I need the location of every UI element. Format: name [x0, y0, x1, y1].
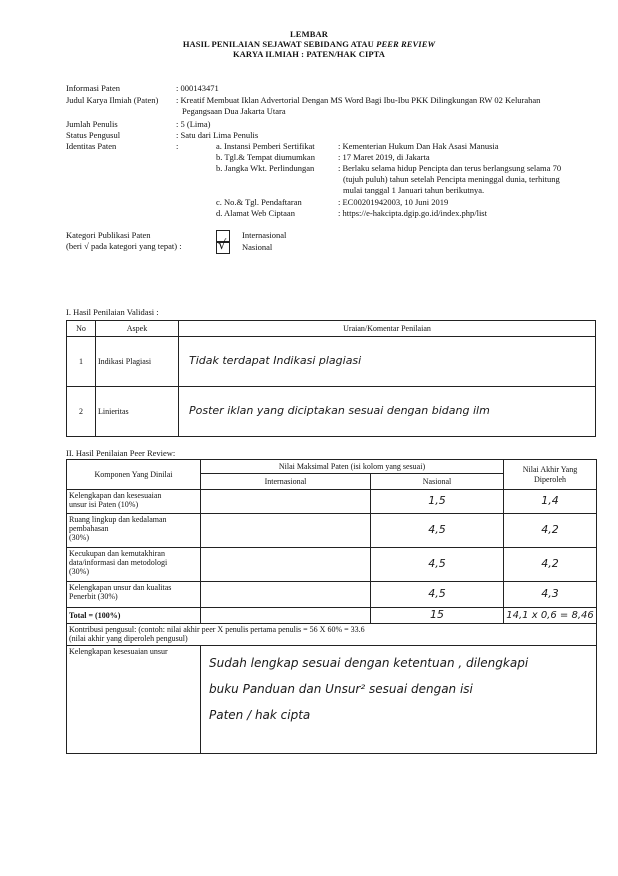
- identitas-colon: :: [176, 141, 179, 151]
- komentar-label: Kelengkapan kesesuaian unsur: [67, 645, 201, 753]
- identitas-value-c: : EC00201942003, 10 Juni 2019: [338, 197, 449, 207]
- table-header-row: [67, 460, 597, 474]
- komponen-line: (30%): [69, 533, 89, 543]
- header-no: No: [67, 321, 96, 337]
- komentar-cell: [201, 645, 597, 753]
- komponen-cell: [67, 514, 201, 548]
- check-mark-icon: √: [218, 238, 227, 253]
- label-identitas-paten: Identitas Paten: [66, 141, 117, 151]
- jangka-cont-1: (tujuh puluh) tahun setelah Pencipta meninggal dunia, terhitung: [343, 174, 560, 184]
- nasional-cell: 4,5: [371, 582, 504, 608]
- komponen-line: Kelengkapan dan kesesuaian: [69, 491, 162, 500]
- row-no: 2: [67, 387, 96, 437]
- internasional-cell: [201, 582, 371, 608]
- kategori-label-1: Kategori Publikasi Paten: [66, 230, 151, 240]
- table-row: [67, 387, 596, 437]
- table-row: [67, 548, 597, 582]
- komponen-cell: [67, 548, 201, 582]
- header-internasional: Internasional: [201, 474, 371, 490]
- internasional-cell: [201, 490, 371, 514]
- total-nasional: 15: [371, 608, 504, 624]
- row-aspek: Indikasi Plagiasi: [96, 337, 179, 387]
- komponen-line: pembahasan: [69, 524, 109, 534]
- kategori-label-2: (beri √ pada kategori yang tepat) :: [66, 241, 182, 251]
- identitas-label-c: c. No.& Tgl. Pendaftaran: [216, 197, 302, 207]
- header-komponen: Komponen Yang Dinilai: [67, 460, 201, 490]
- option-internasional-label: Internasional: [242, 230, 287, 240]
- internasional-cell: [201, 514, 371, 548]
- nasional-cell: 1,5: [371, 490, 504, 514]
- section-1-title: I. Hasil Penilaian Validasi :: [66, 307, 159, 317]
- komponen-line: Kecukupan dan kemutakhiran: [69, 549, 165, 558]
- validasi-table: [66, 320, 596, 437]
- komentar-row: [67, 645, 597, 753]
- total-label: Total = (100%): [67, 608, 201, 624]
- table-row: [67, 490, 597, 514]
- doc-title: LEMBAR: [290, 29, 328, 39]
- value-informasi-paten: : 000143471: [176, 83, 219, 93]
- identitas-value-b2: : Berlaku selama hidup Pencipta dan terus berlangsung selama 70: [338, 163, 562, 173]
- row-komentar: Poster iklan yang diciptakan sesuai dengan bidang ilm: [179, 387, 596, 437]
- value-judul-1: : Kreatif Membuat Iklan Advertorial Dengan MS Word Bagi Ibu-Ibu PKK Dilingkungan RW 02 Kelurahan: [176, 95, 541, 105]
- internasional-cell: [201, 608, 371, 624]
- row-komentar: Tidak terdapat Indikasi plagiasi: [179, 337, 596, 387]
- komentar-line: Sudah lengkap sesuai dengan ketentuan , dilengkapi: [209, 655, 529, 670]
- komponen-line: Kelengkapan unsur dan kualitas: [69, 583, 172, 592]
- table-row: [67, 337, 596, 387]
- komponen-line: data/informasi dan metodologi: [69, 558, 168, 568]
- nasional-cell: 4,5: [371, 514, 504, 548]
- nasional-cell: 4,5: [371, 548, 504, 582]
- label-informasi-paten: Informasi Paten: [66, 83, 121, 93]
- kontribusi-cell: [67, 623, 597, 645]
- table-row: [67, 582, 597, 608]
- header-nasional: Nasional: [371, 474, 504, 490]
- label-jumlah-penulis: Jumlah Penulis: [66, 119, 118, 129]
- internasional-cell: [201, 548, 371, 582]
- header-nilai-akhir: Nilai Akhir Yang Diperoleh: [504, 460, 597, 490]
- value-judul-2: Pegangsaan Dua Jakarta Utara: [182, 106, 286, 116]
- value-jumlah-penulis: : 5 (Lima): [176, 119, 211, 129]
- identitas-value-d: : https://e-hakcipta.dgip.go.id/index.php/list: [338, 208, 487, 218]
- header-nilai-maksimal: Nilai Maksimal Paten (isi kolom yang sesuai): [201, 460, 504, 474]
- komponen-line: Ruang lingkup dan kedalaman: [69, 515, 167, 524]
- akhir-cell: 4,3: [504, 582, 597, 608]
- kontribusi-line-1: Kontribusi pengusul: (contoh: nilai akhir peer X penulis pertama penulis = 56 X 60% = 33.6: [69, 624, 365, 634]
- komponen-cell: [67, 490, 201, 514]
- table-header-row: [67, 321, 596, 337]
- option-nasional-label: Nasional: [242, 242, 273, 252]
- table-total-row: [67, 608, 597, 624]
- identitas-label-b1: b. Tgl.& Tempat diumumkan: [216, 152, 315, 162]
- identitas-value-b1: : 17 Maret 2019, di Jakarta: [338, 152, 430, 162]
- kontribusi-line-2: (nilai akhir yang diperoleh pengusul): [69, 634, 188, 644]
- section-2-title: II. Hasil Penilaian Peer Review:: [66, 448, 176, 458]
- row-aspek: Linieritas: [96, 387, 179, 437]
- peer-review-table: [66, 459, 597, 754]
- identitas-label-d: d. Alamat Web Ciptaan: [216, 208, 295, 218]
- header-uraian: Uraian/Komentar Penilaian: [179, 321, 596, 337]
- header-aspek: Aspek: [96, 321, 179, 337]
- row-no: 1: [67, 337, 96, 387]
- doc-subtitle-2: KARYA ILMIAH : PATEN/HAK CIPTA: [232, 49, 386, 59]
- akhir-cell: 4,2: [504, 514, 597, 548]
- komponen-line: (30%): [69, 567, 89, 577]
- akhir-cell: 4,2: [504, 548, 597, 582]
- identitas-label-b2: b. Jangka Wkt. Perlindungan: [216, 163, 315, 173]
- value-status-pengusul: : Satu dari Lima Penulis: [176, 130, 259, 140]
- komentar-line: Paten / hak cipta: [209, 707, 311, 722]
- label-judul: Judul Karya Ilmiah (Paten): [66, 95, 159, 105]
- identitas-value-a: : Kementerian Hukum Dan Hak Asasi Manusia: [338, 141, 499, 151]
- label-status-pengusul: Status Pengusul: [66, 130, 121, 140]
- total-akhir: 14,1 x 0,6 = 8,46: [504, 608, 597, 624]
- identitas-label-a: a. Instansi Pemberi Sertifikat: [216, 141, 315, 151]
- table-row: [67, 514, 597, 548]
- kontribusi-row: [67, 623, 597, 645]
- komponen-cell: [67, 582, 201, 608]
- checkbox-nasional[interactable]: [216, 238, 230, 254]
- subtitle-text: HASIL PENILAIAN SEJAWAT SEBIDANG ATAU: [182, 39, 374, 49]
- komponen-line: Penerbit (30%): [69, 592, 118, 602]
- akhir-cell: 1,4: [504, 490, 597, 514]
- komentar-line: buku Panduan dan Unsur² sesuai dengan isi: [209, 681, 473, 696]
- jangka-cont-2: mulai tanggal 1 Januari tahun berikutnya.: [343, 185, 485, 195]
- komponen-line: unsur isi Paten (10%): [69, 500, 139, 510]
- subtitle-italic: PEER REVIEW: [376, 39, 436, 49]
